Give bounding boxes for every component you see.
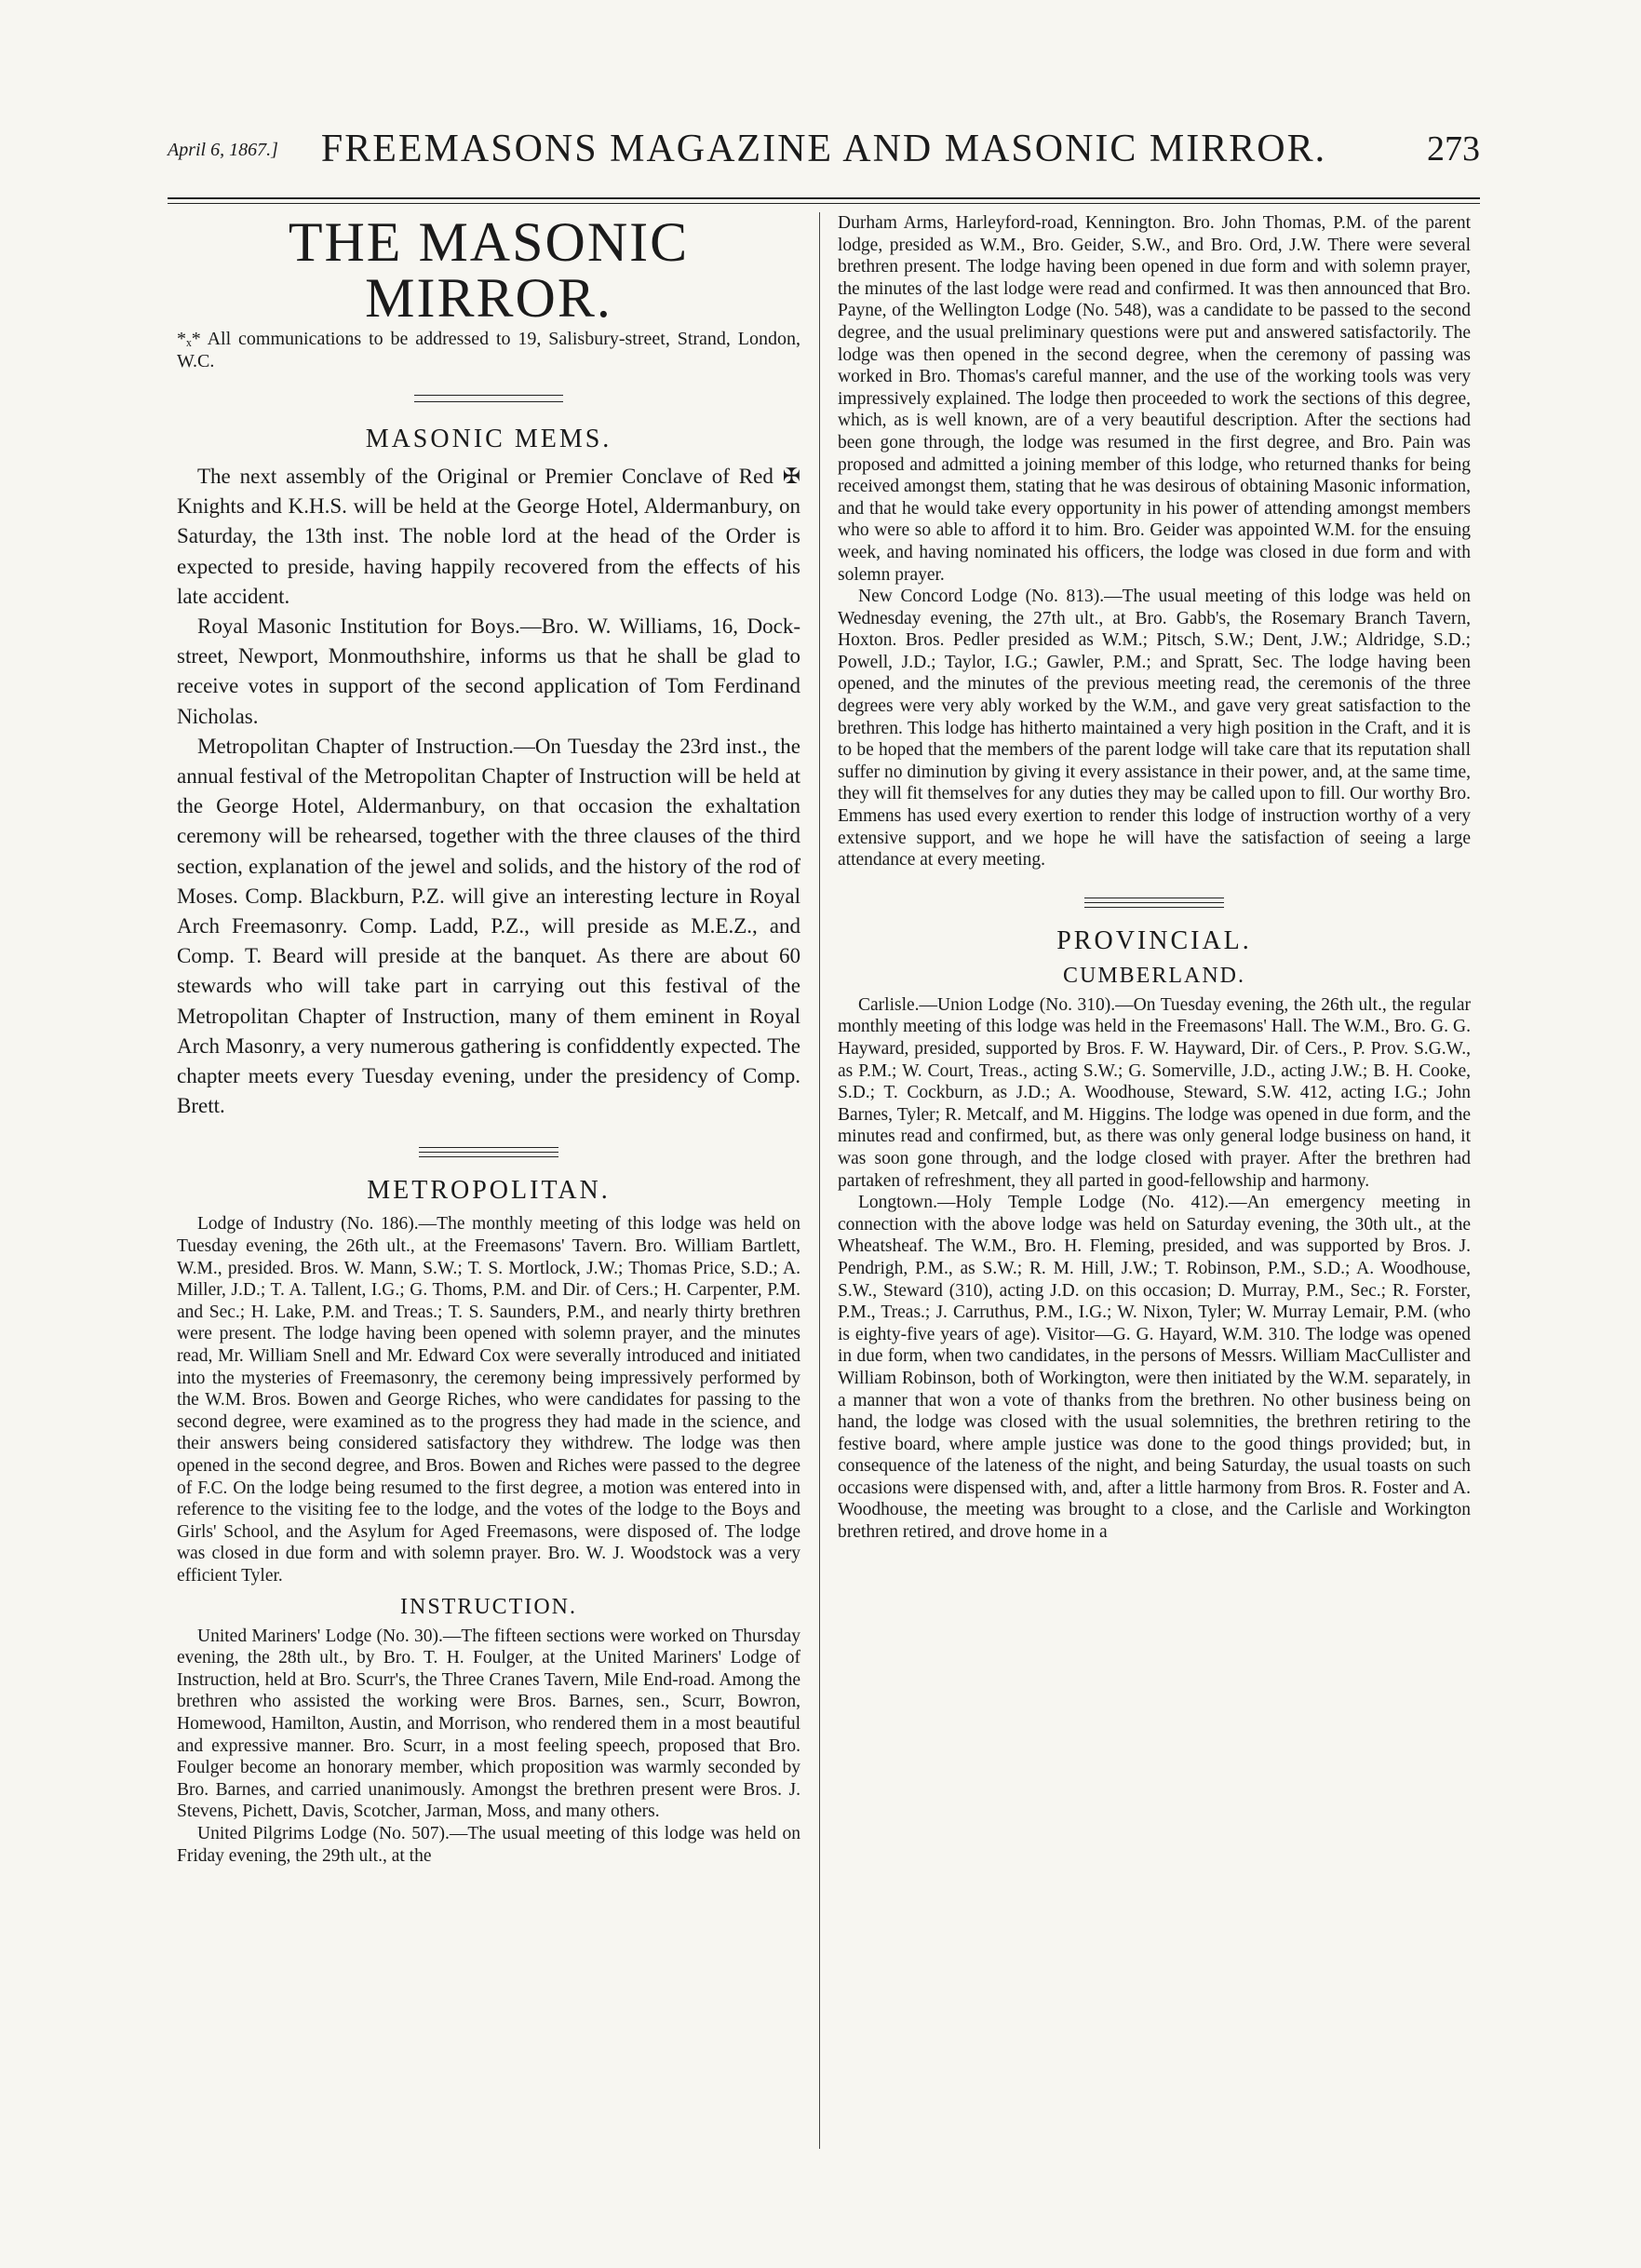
article-paragraph: Royal Masonic Institution for Boys.—Bro. W. Williams, 16, Dock-street, Newport, Monmouthshire, informs us that he shall be glad to receive votes in support of the second application of Tom Ferdinand Nicholas. [177, 614, 800, 728]
article-paragraph: United Pilgrims Lodge (No. 507).—The usual meeting of this lodge was held on Friday evening, the 29th ult., at the [177, 1823, 800, 1866]
provincial-heading: PROVINCIAL. [1056, 925, 1252, 955]
instruction-heading: INSTRUCTION. [400, 1594, 577, 1619]
metropolitan-heading: METROPOLITAN. [367, 1176, 611, 1206]
editorial-notice [177, 328, 800, 372]
header-rule [168, 197, 1480, 199]
left-column [177, 212, 800, 1867]
header-rule-thin [168, 203, 1480, 204]
article-paragraph: Metropolitan Chapter of Instruction.—On Tuesday the 23rd inst., the annual festival of the Metropolitan Chapter of Instruction will be held at the George Hotel, Aldermanbury, on that occasion the exhaltation ceremony will be rehearsed, together with the three clauses of the third section, explanation of the jewel and solids, and the history of the rod of Moses. Comp. Blackburn, P.Z. will give an interesting lecture in Royal Arch Freemasonry. Comp. Ladd, P.Z., will preside as M.E.Z., and Comp. T. Beard will preside at the banquet. As there are about 60 stewards who will take part in carrying out this festival of the Metropolitan Chapter of Instruction, many of them eminent in Royal Arch Masonry, a very numerous gathering is confiddently expected. The chapter meets every Tuesday evening, under the presidency of Comp. Brett. [177, 734, 800, 1118]
triple-rule [1084, 898, 1224, 908]
article-paragraph: Durham Arms, Harleyford-road, Kennington. Bro. John Thomas, P.M. of the parent lodge, presided as W.M., Bro. Geider, S.W., and Bro. Ord, J.W. There were several brethren present. The lodge having been opened in due form and with solemn prayer, the minutes of the last lodge were read and confirmed. It was then announced that Bro. Payne, of the Wellington Lodge (No. 548), was a candidate to be passed to the second degree, and the usual preliminary questions were put and answered satisfactorily. The lodge was then opened in the second degree, when the ceremony of passing was worked in Bro. Thomas's careful manner, and the use of the working tools was very impressively explained. The lodge then proceeded to work the sections of this degree, which, as is well known, are of a very beautiful description. After the sections had been gone through, the lodge was resumed in the first degree, and Bro. Pain was proposed and admitted a joining member of this lodge, who returned thanks for being received amongst them, stating that he was desirous of obtaining Masonic information, and that he would take every opportunity in his power of attending amongst members who were so able to afford it to him. Bro. Geider was appointed W.M. for the ensuing week, and having nominated his officers, the lodge was closed in due form and with solemn prayer. [838, 213, 1471, 585]
article-paragraph: New Concord Lodge (No. 813).—The usual meeting of this lodge was held on Wednesday evening, the 27th ult., at Bro. Gabb's, the Rosemary Branch Tavern, Hoxton. Bros. Pedler presided as W.M.; Pitsch, S.W.; Dent, J.W.; Aldridge, S.D.; Powell, J.D.; Taylor, I.G.; Gawler, P.M.; and Spratt, Sec. The lodge having been opened, and the minutes of the previous meeting read, the ceremonis of the three degrees were very ably worked by the W.M., and gave very great satisfaction to the brethren. This lodge has hitherto maintained a very high position in the Craft, and it is to be hoped that the members of the parent lodge will take care that its reputation shall suffer no diminution by giving it every assistance in their power, and, at the same time, they will fit themselves for any duties they may be called upon to fill. Our worthy Bro. Emmens has used every exertion to render this lodge of instruction worthy of a very extensive support, and we hope he will have the satisfaction of seeing a large attendance at every meeting. [838, 587, 1471, 871]
page-header [168, 119, 1480, 175]
article-paragraph: Lodge of Industry (No. 186).—The monthly meeting of this lodge was held on Tuesday evening, the 26th ult., at the Freemasons' Tavern. Bro. William Bartlett, W.M., presided. Bros. W. Mann, S.W.; T. S. Mortlock, J.W.; Thomas Price, S.D.; A. Miller, J.D.; T. A. Tallent, I.G.; G. Thoms, P.M. and Dir. of Cers.; H. Carpenter, P.M. and Sec.; H. Lake, P.M. and Treas.; T. S. Saunders, P.M., and nearly thirty brethren were present. The lodge having been opened with solemn prayer, and the minutes read, Mr. William Snell and Mr. Edward Cox were severally introduced and initiated into the mysteries of Freemasonry, the ceremony being impressively performed by the W.M. Bros. Bowen and George Riches, who were candidates for passing to the second degree, were examined as to the progress they had made in the science, and their answers being considered satisfactory they withdrew. The lodge was then opened in the second degree, and Bros. Bowen and Riches were passed to the degree of F.C. On the lodge being resumed to the first degree, a motion was entered into in reference to the visiting fee to the lodge, and the votes of the lodge to the Boys and Girls' School, and the Asylum for Aged Freemasons, were disposed of. The lodge was closed in due form and with solemn prayer. Bro. W. J. Woodstock was a very efficient Tyler. [177, 1214, 800, 1586]
article-paragraph: United Mariners' Lodge (No. 30).—The fifteen sections were worked on Thursday evening, the 28th ult., by Bro. T. H. Foulger, at the United Mariners' Lodge of Instruction, held at Bro. Scurr's, the Three Cranes Tavern, Mile End-road. Among the brethren who assisted the working were Bros. Barnes, sen., Scurr, Bowron, Homewood, Hamilton, Austin, and Morrison, who rendered them in a most beautiful and expressive manner. Bro. Scurr, in a most feeling speech, proposed that Bro. Foulger become an honorary member, which proposition was warmly seconded by Bro. Barnes, and carried unanimously. Amongst the brethren present were Bros. J. Stevens, Pichett, Davis, Scotcher, Jarman, Moss, and many others. [177, 1626, 800, 1822]
triple-rule [419, 1147, 558, 1157]
issue-date: April 6, 1867.] [168, 140, 278, 160]
magazine-title: FREEMASONS MAGAZINE AND MASONIC MIRROR. [320, 128, 1327, 170]
page-number: 273 [1427, 129, 1480, 169]
column-divider [819, 212, 820, 2149]
section-masthead: THE MASONIC MIRROR. [288, 211, 690, 329]
masonic-mems-heading: MASONIC MEMS. [365, 425, 612, 453]
asterism-icon: *ₓ* [177, 329, 201, 349]
article-paragraph: Longtown.—Holy Temple Lodge (No. 412).—An emergency meeting in connection with the above lodge was held on Saturday evening, the 30th ult., at the Wheatsheaf. The W.M., Bro. H. Fleming, presided, and was supported by Bros. J. Pendrigh, P.M., as S.W.; R. M. Hill, J.W.; T. Robinson, P.M., S.D.; A. Woodhouse, S.W., Steward (310), acting J.D. on this occasion; D. Murray, P.M., Sec.; R. Forster, P.M., Treas.; J. Carruthus, P.M., I.G.; W. Nixon, Tyler; W. Murray Lemair, P.M. (who is eighty-five years of age). Visitor—G. G. Hayard, W.M. 310. The lodge was opened in due form, when two candidates, in the persons of Messrs. William MacCullister and William Robinson, both of Workington, were then initiated by the W.M. separately, in a manner that won a vote of thanks from the brethren. No other business being on hand, the lodge was closed with the usual solemnities, the brethren retiring to the festive board, where ample justice was done to the good things provided; but, in consequence of the lateness of the night, and being Saturday, the usual toasts on such occasions were dispensed with, and, after a little harmony from Bros. R. Foster and A. Woodhouse, the meeting was brought to a close, and the Carlisle and Workington brethren retired, and drove home in a [838, 1193, 1471, 1543]
article-paragraph: The next assembly of the Original or Premier Conclave of Red ✠ Knights and K.H.S. will be held at the George Hotel, Aldermanbury, on Saturday, the 13th inst. The noble lord at the head of the Order is expected to preside, having happily recovered from the effects of his late accident. [177, 465, 800, 608]
right-column [838, 212, 1471, 1544]
cumberland-heading: CUMBERLAND. [1062, 963, 1245, 988]
double-rule [414, 395, 563, 402]
article-paragraph: Carlisle.—Union Lodge (No. 310).—On Tuesday evening, the 26th ult., the regular monthly meeting of this lodge was held in the Freemasons' Hall. The W.M., Bro. G. G. Hayward, presided, supported by Bros. F. W. Hayward, Dir. of Cers., P. Prov. S.G.W., as P.M.; W. Court, Treas., acting S.W.; G. Somerville, J.D., acting J.W.; B. H. Cooke, S.D.; T. Cockburn, as J.D.; A. Woodhouse, Steward, S.W. 412, acting I.G.; John Barnes, Tyler; R. Metcalf, and M. Higgins. The lodge was opened in due form, and the minutes read and confirmed, but, as there was only general lodge business on hand, it was soon gone through, and the lodge closed with prayer. After the brethren had partaken of refreshment, they all parted in good-fellowship and harmony. [838, 994, 1471, 1191]
notice-text: All communications to be addressed to 19, Salisbury-street, Strand, London, W.C. [177, 329, 801, 371]
